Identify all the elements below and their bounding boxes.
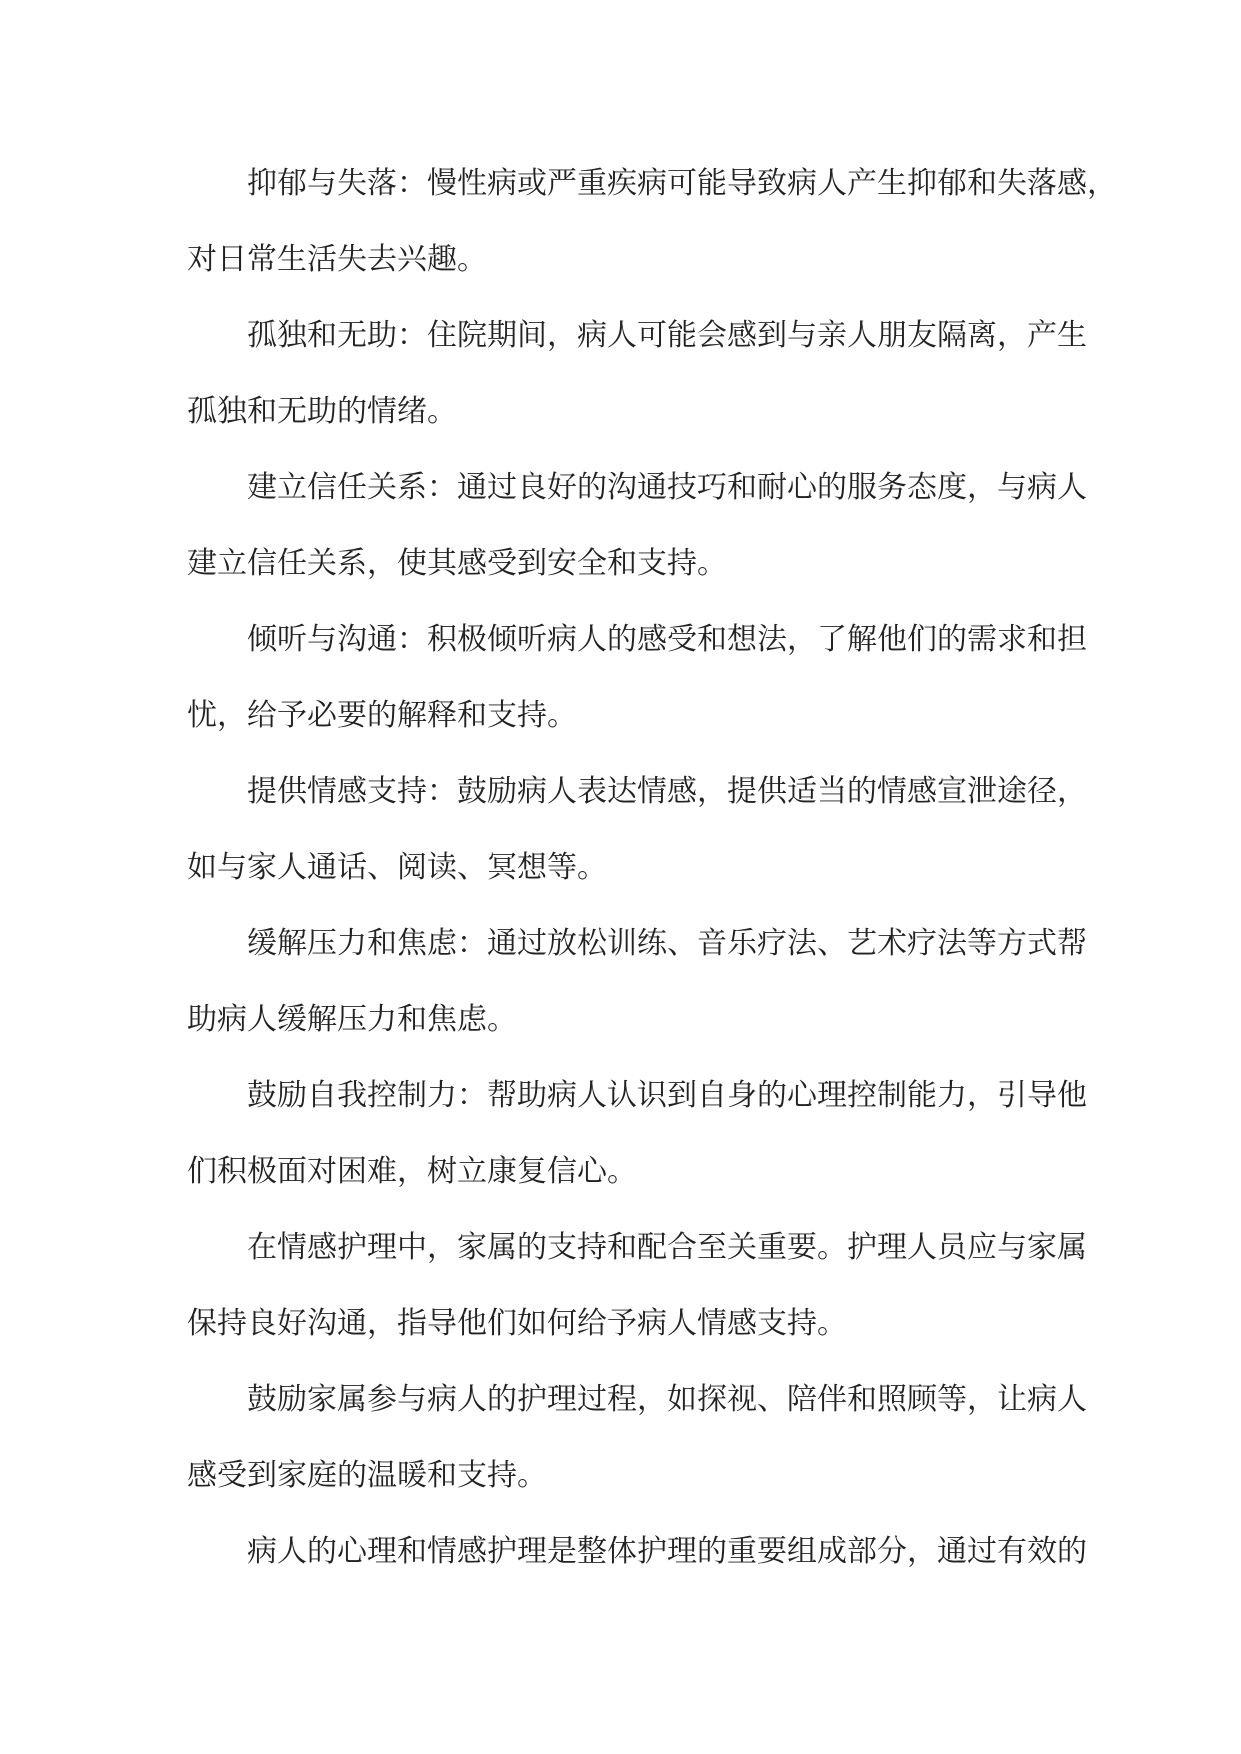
paragraph-line: 感受到家庭的温暖和支持。	[187, 1458, 547, 1493]
paragraph-line: 在情感护理中，家属的支持和配合至关重要。护理人员应与家属	[247, 1230, 1087, 1265]
paragraph-line: 忧，给予必要的解释和支持。	[187, 698, 577, 733]
paragraph-emotional-support	[187, 754, 1087, 906]
paragraph-line: 缓解压力和焦虑：通过放松训练、音乐疗法、艺术疗法等方式帮	[247, 926, 1087, 961]
paragraph-line: 提供情感支持：鼓励病人表达情感，提供适当的情感宣泄途径，	[247, 774, 1087, 809]
paragraph-line: 对日常生活失去兴趣。	[187, 242, 487, 277]
paragraph-line: 们积极面对困难，树立康复信心。	[187, 1154, 637, 1189]
paragraph-family-support	[187, 1210, 1087, 1362]
paragraph-line: 倾听与沟通：积极倾听病人的感受和想法，了解他们的需求和担	[247, 622, 1087, 657]
paragraph-trust	[187, 450, 1087, 602]
paragraph-loneliness	[187, 298, 1087, 450]
paragraph-self-control	[187, 1058, 1087, 1210]
paragraph-line: 抑郁与失落：慢性病或严重疾病可能导致病人产生抑郁和失落感，	[247, 166, 1117, 201]
paragraph-conclusion	[187, 1514, 1087, 1590]
paragraph-line: 鼓励家属参与病人的护理过程，如探视、陪伴和照顾等，让病人	[247, 1382, 1087, 1417]
paragraph-line: 如与家人通话、阅读、冥想等。	[187, 850, 607, 885]
paragraph-listening	[187, 602, 1087, 754]
paragraph-line: 孤独和无助的情绪。	[187, 394, 457, 429]
paragraph-line: 孤独和无助：住院期间，病人可能会感到与亲人朋友隔离，产生	[247, 318, 1087, 353]
paragraph-line: 病人的心理和情感护理是整体护理的重要组成部分，通过有效的	[247, 1534, 1087, 1569]
paragraph-line: 鼓励自我控制力：帮助病人认识到自身的心理控制能力，引导他	[247, 1078, 1087, 1113]
paragraph-line: 建立信任关系：通过良好的沟通技巧和耐心的服务态度，与病人	[247, 470, 1087, 505]
paragraph-line: 保持良好沟通，指导他们如何给予病人情感支持。	[187, 1306, 847, 1341]
paragraph-depression	[187, 146, 1117, 298]
paragraph-stress-relief	[187, 906, 1087, 1058]
paragraph-line: 建立信任关系，使其感受到安全和支持。	[187, 546, 727, 581]
paragraph-line: 助病人缓解压力和焦虑。	[187, 1002, 517, 1037]
document-body	[187, 146, 1117, 1590]
paragraph-family-participation	[187, 1362, 1087, 1514]
